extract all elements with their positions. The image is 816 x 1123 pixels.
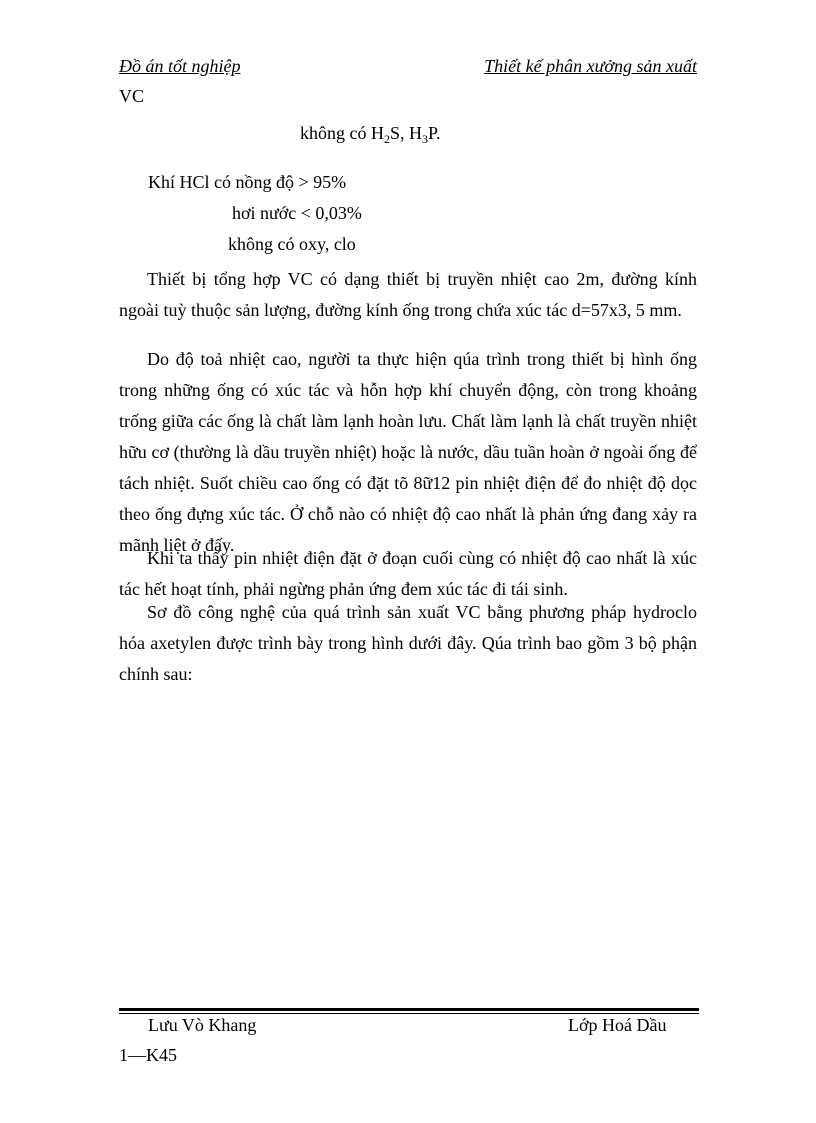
- footer-author: Lưu Vò Khang: [148, 1015, 257, 1035]
- header-continuation: VC: [119, 86, 145, 106]
- footer-rule-thin: [119, 1013, 699, 1014]
- header-right-text: Thiết kế phân xưởng sản xuất: [484, 56, 697, 76]
- header-left-text: Đồ án tốt nghiệp: [119, 56, 241, 76]
- paragraph-4: Sơ đồ công nghệ của quá trình sản xuất VC bằng phương pháp hydroclo hóa axetylen được trình bày trong hình dưới đây. Qúa trình bao gồm 3 bộ phận chính sau:: [119, 602, 697, 684]
- page-header: [119, 56, 697, 80]
- spec-line-hcl: Khí HCl có nồng độ > 95%: [148, 172, 347, 192]
- spec-text: P.: [428, 123, 441, 143]
- footer-continuation: 1—K45: [119, 1045, 177, 1065]
- subscript: 3: [422, 132, 429, 146]
- subscript: 2: [384, 132, 390, 146]
- spec-line-oxygen: không có oxy, clo: [228, 234, 356, 254]
- spec-text: không có H: [300, 123, 384, 143]
- spec-line-impurities: [300, 123, 441, 147]
- footer-class: Lớp Hoá Dầu: [568, 1015, 667, 1035]
- spec-line-moisture: hơi nước < 0,03%: [232, 203, 362, 223]
- footer-rule-thick: [119, 1008, 699, 1011]
- paragraph-3: Khi ta thấy pin nhiệt điện đặt ở đoạn cuối cùng có nhiệt độ cao nhất là xúc tác hết hoạt tính, phải ngừng phản ứng đem xúc tác đi tái sinh.: [119, 548, 697, 599]
- paragraph-1: Thiết bị tổng hợp VC có dạng thiết bị truyền nhiệt cao 2m, đường kính ngoài tuỳ thuộc sản lượng, đường kính ống trong chứa xúc tác d=57x3, 5 mm.: [119, 269, 697, 320]
- paragraph-2: Do độ toả nhiệt cao, người ta thực hiện qúa trình trong thiết bị hình ống trong những ống có xúc tác và hỗn hợp khí chuyển động, còn trong khoảng trống giữa các ống là chất làm lạnh hoàn lưu. Chất làm lạnh là chất truyền nhiệt hữu cơ (thường là dầu truyền nhiệt) hoặc là nước, dầu tuần hoàn ở ngoài ống để tách nhiệt. Suốt chiều cao ống có đặt tõ 8ữ12 pin nhiệt điện để đo nhiệt độ dọc theo ống đựng xúc tác. Ở chỗ nào có nhiệt độ cao nhất là phản ứng đang xảy ra mãnh liệt ở đấy.: [119, 349, 697, 555]
- spec-text: S, H: [390, 123, 423, 143]
